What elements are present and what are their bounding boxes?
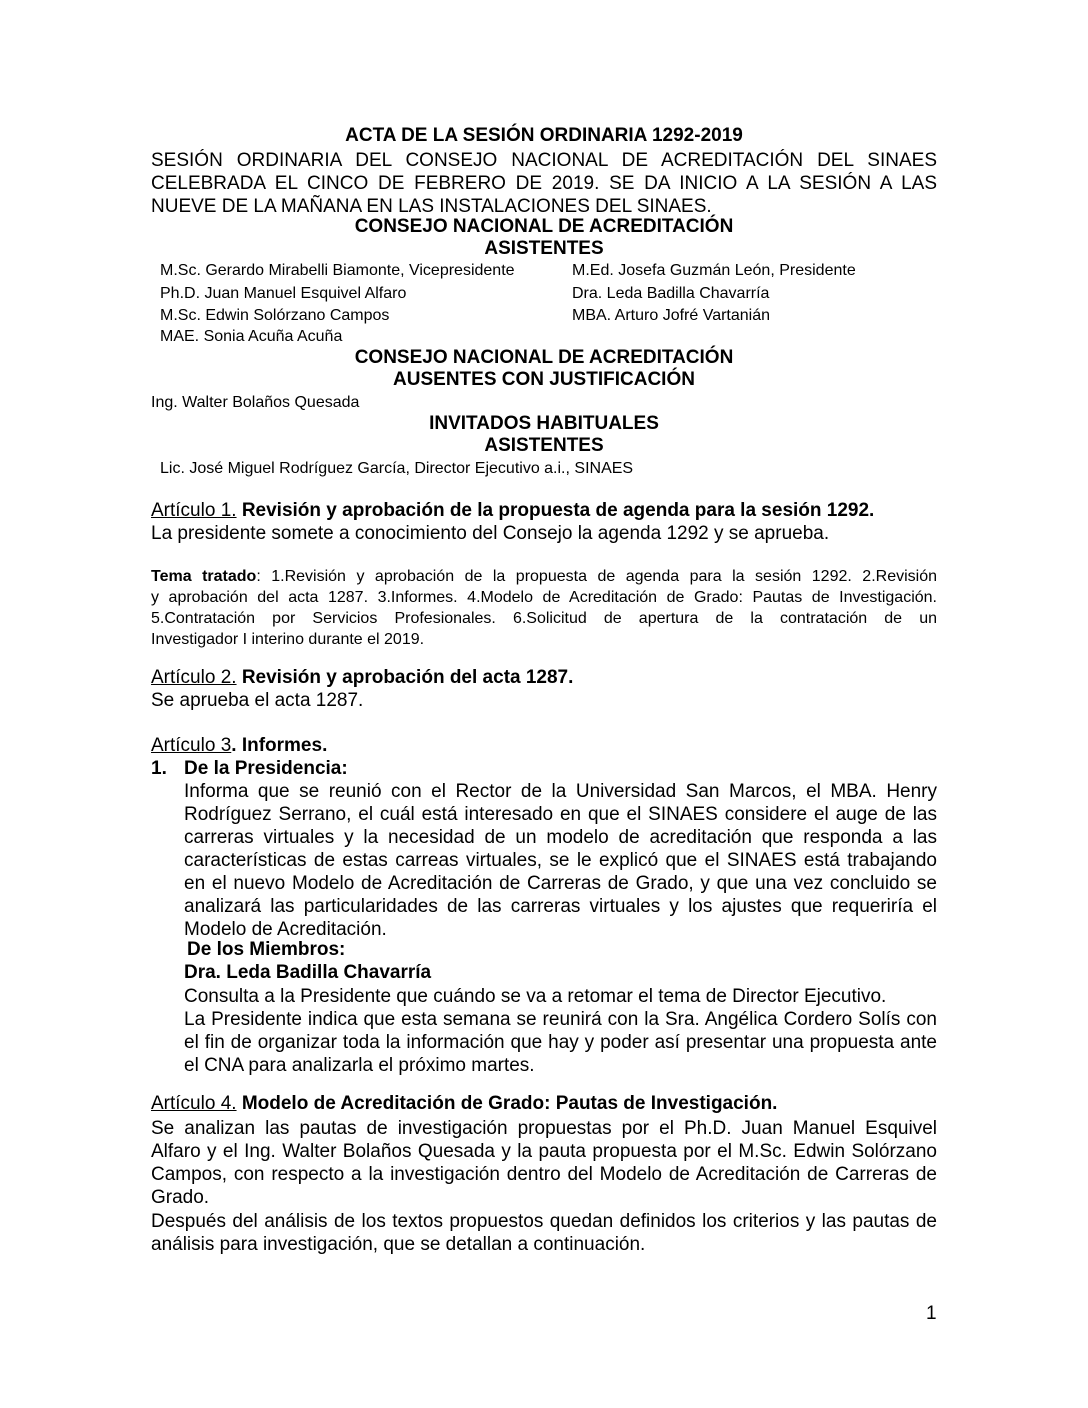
presidency-line: en el nuevo Modelo de Acreditación de Carreras de Grado, y que una vez concluido se <box>184 873 937 894</box>
presidency-line: Informa que se reunió con el Rector de la Universidad San Marcos, el MBA. Henry <box>184 781 937 802</box>
article-2-body: Se aprueba el acta 1287. <box>151 690 364 711</box>
article-4-label: Artículo 4. <box>151 1093 237 1114</box>
topics-line: 5.Contratación por Servicios Profesionales. 6.Solicitud de apertura de la contratación de un <box>151 610 937 627</box>
guests-heading: INVITADOS HABITUALES <box>429 413 659 434</box>
presidency-line: analizará las particularidades de las carreras virtuales y los ajustes que requeriría el <box>184 896 937 917</box>
article-4-line: Después del análisis de los textos propuestos quedan definidos los criterios y las pautas de <box>151 1211 937 1232</box>
article-1-body: La presidente somete a conocimiento del Consejo la agenda 1292 y se aprueba. <box>151 523 830 544</box>
presidency-line: Modelo de Acreditación. <box>184 919 387 940</box>
members-heading: De los Miembros: <box>187 939 346 960</box>
article-3-heading <box>151 735 327 757</box>
article-2-label: Artículo 2. <box>151 667 237 688</box>
presidency-line: características de estas carreas virtuales, se le explicó que el SINAES está trabajando <box>184 850 937 871</box>
guest-name: Lic. José Miguel Rodríguez García, Director Ejecutivo a.i., SINAES <box>160 460 634 477</box>
article-4-line: Alfaro y el Ing. Walter Bolaños Quesada y la pauta propuesta por el M.Sc. Edwin Solórzano <box>151 1141 937 1162</box>
attendee-name: M.Sc. Edwin Solórzano Campos <box>160 307 390 324</box>
attendee-name: MBA. Arturo Jofré Vartanián <box>572 307 771 324</box>
attendee-name: Dra. Leda Badilla Chavarría <box>572 285 770 302</box>
member-report <box>184 985 937 1077</box>
session-intro <box>151 149 937 218</box>
topics-line <box>151 566 937 587</box>
presidency-item-number: 1. <box>151 758 167 779</box>
page-number: 1 <box>926 1303 937 1324</box>
article-4-paragraph-2 <box>151 1210 937 1256</box>
intro-line: CELEBRADA EL CINCO DE FEBRERO DE 2019. SE DA INICIO A LA SESIÓN A LAS <box>151 173 937 194</box>
article-1-heading <box>151 500 874 522</box>
article-1-label: Artículo 1. <box>151 500 237 521</box>
council-heading: CONSEJO NACIONAL DE ACREDITACIÓN <box>354 216 734 237</box>
presidency-heading: De la Presidencia: <box>184 758 348 779</box>
topics-text: : 1.Revisión y aprobación de la propuesta de agenda para la sesión 1292. 2.Revisión <box>256 568 938 585</box>
article-1-title: Revisión y aprobación de la propuesta de agenda para la sesión 1292. <box>236 500 875 521</box>
topics-line: y aprobación del acta 1287. 3.Informes. 4.Modelo de Acreditación de Grado: Pautas de Investigación. <box>151 589 937 606</box>
topics-paragraph <box>151 566 937 650</box>
absent-member: Ing. Walter Bolaños Quesada <box>151 394 360 411</box>
article-4-line: Grado. <box>151 1187 210 1208</box>
document-title: ACTA DE LA SESIÓN ORDINARIA 1292-2019 <box>345 125 743 146</box>
article-2-title: Revisión y aprobación del acta 1287. <box>236 667 574 688</box>
intro-line: NUEVE DE LA MAÑANA EN LAS INSTALACIONES DEL SINAES. <box>151 196 712 217</box>
member-line: el CNA para analizarla el próximo martes. <box>184 1055 535 1076</box>
article-4-line: Se analizan las pautas de investigación propuestas por el Ph.D. Juan Manuel Esquivel <box>151 1118 937 1139</box>
intro-line: SESIÓN ORDINARIA DEL CONSEJO NACIONAL DE ACREDITACIÓN DEL SINAES <box>151 150 937 171</box>
topics-label: Tema tratado <box>151 568 257 585</box>
article-4-title: Modelo de Acreditación de Grado: Pautas de Investigación. <box>236 1093 778 1114</box>
article-4-line: análisis para investigación, que se detallan a continuación. <box>151 1234 646 1255</box>
attendee-name: MAE. Sonia Acuña Acuña <box>160 328 343 345</box>
article-2-heading <box>151 667 573 689</box>
article-4-paragraph-1 <box>151 1117 937 1209</box>
guests-attendees-heading: ASISTENTES <box>484 435 604 456</box>
presidency-line: Rodríguez Serrano, el cuál está interesado en que el SINAES considere el auge de las <box>184 804 937 825</box>
absent-heading: AUSENTES CON JUSTIFICACIÓN <box>393 369 695 390</box>
article-3-title: . Informes. <box>231 735 328 756</box>
attendee-name: M.Ed. Josefa Guzmán León, Presidente <box>572 262 856 279</box>
attendee-name: M.Sc. Gerardo Mirabelli Biamonte, Vicepresidente <box>160 262 515 279</box>
topics-line: Investigador I interino durante el 2019. <box>151 631 425 648</box>
member-line: La Presidente indica que esta semana se reunirá con la Sra. Angélica Cordero Solís con <box>184 1009 937 1030</box>
attendees-heading: ASISTENTES <box>484 238 604 259</box>
presidency-line: carreras virtuales y la necesidad de un modelo de acreditación que responda a las <box>184 827 937 848</box>
article-3-label: Artículo 3 <box>151 735 232 756</box>
member-name: Dra. Leda Badilla Chavarría <box>184 962 432 983</box>
attendee-name: Ph.D. Juan Manuel Esquivel Alfaro <box>160 285 407 302</box>
absent-council-heading: CONSEJO NACIONAL DE ACREDITACIÓN <box>354 347 734 368</box>
member-line: Consulta a la Presidente que cuándo se va a retomar el tema de Director Ejecutivo. <box>184 986 887 1007</box>
article-4-line: Campos, con respecto a la investigación dentro del Modelo de Acreditación de Carreras de <box>151 1164 937 1185</box>
presidency-report <box>184 780 937 941</box>
member-line: el fin de organizar toda la información que hay y poder así presentar una propuesta ante <box>184 1032 937 1053</box>
article-4-heading <box>151 1093 777 1115</box>
